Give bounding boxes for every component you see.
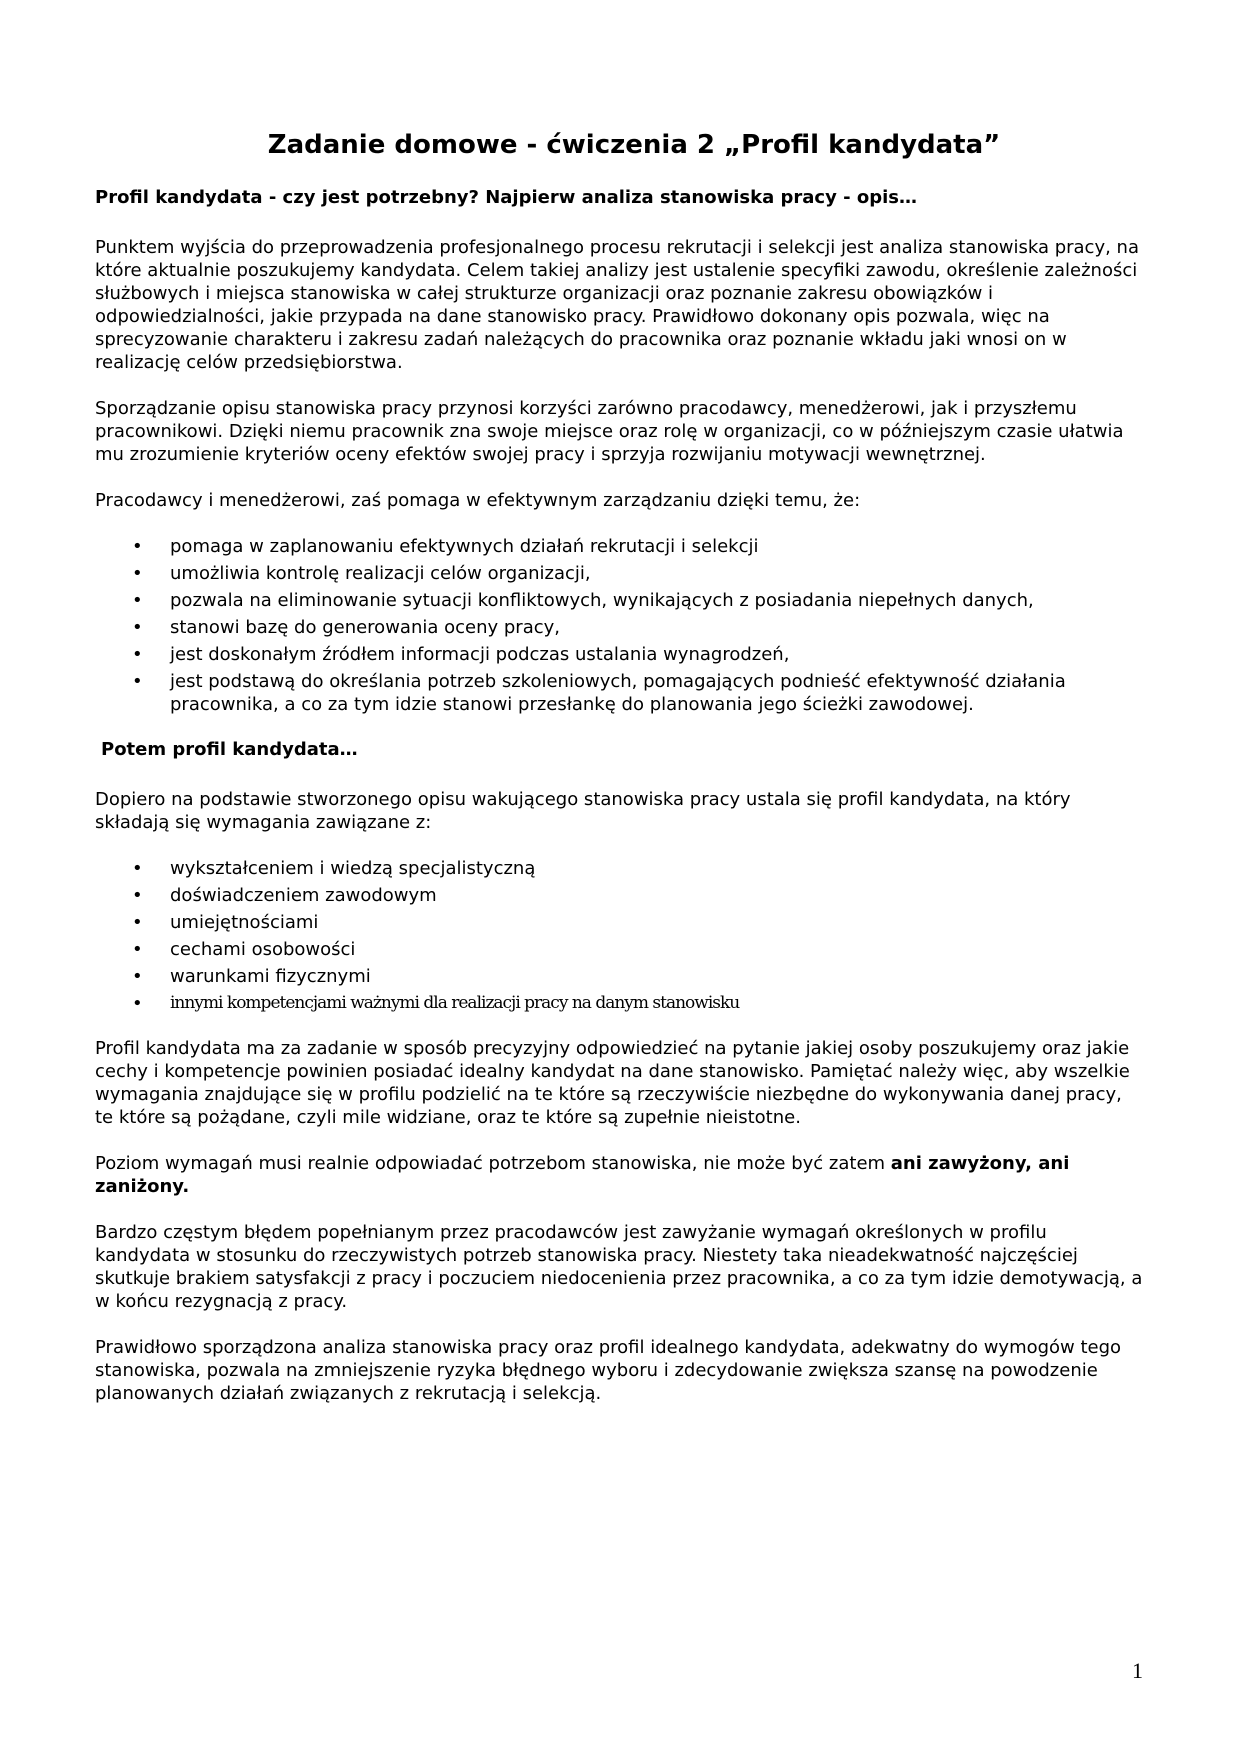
bullet-icon: •: [132, 939, 143, 960]
requirements-list: [95, 857, 1145, 1015]
bullet-icon: •: [132, 590, 143, 611]
list-item: • wykształceniem i wiedzą specjalistyczną: [132, 858, 536, 879]
bullet-icon: •: [132, 644, 143, 665]
list-item: • pomaga w zaplanowaniu efektywnych działań rekrutacji i selekcji: [132, 536, 759, 557]
bullet-icon: •: [132, 536, 143, 557]
document-page: [95, 128, 1145, 1428]
list-item: • pozwala na eliminowanie sytuacji konfliktowych, wynikających z posiadania niepełnych danych,: [132, 590, 1034, 611]
bullet-icon: •: [132, 617, 143, 638]
list-item: • stanowi bazę do generowania oceny pracy,: [132, 617, 560, 638]
paragraph-intro: Punktem wyjścia do przeprowadzenia profesjonalnego procesu rekrutacji i selekcji jest analiza stanowiska pracy, na które aktualnie poszukujemy kandydata. Celem takiej analizy jest ustalenie specyfiki zawodu, określenie zależności służbowych i miejsca stanowiska w całej strukturze organizacji oraz poznanie zakresu obowiązków i odpowiedzialności, jakie przypada na dane stanowisko pracy. Prawidłowo dokonany opis pozwala, więc na sprecyzowanie charakteru i zakresu zadań należących do pracownika oraz poznanie wkładu jaki wnosi on w realizację celów przedsiębiorstwa.: [95, 237, 1139, 373]
bullet-icon: •: [132, 885, 143, 906]
paragraph-profile-basis: Dopiero na podstawie stworzonego opisu wakującego stanowiska pracy ustala się profil kandydata, na który składają się wymagania zawiązane z:: [95, 789, 1071, 833]
paragraph-profile-purpose: Profil kandydata ma za zadanie w sposób precyzyjny odpowiedzieć na pytanie jakiej osoby poszukujemy oraz jakie cechy i kompetencje powinien posiadać idealny kandydat na dane stanowisko. Pamiętać należy więc, aby wszelkie wymagania znajdujące się w profilu podzielić na te które są rzeczywiście niezbędne do wykonywania danej pracy, te które są pożądane, czyli mile widziane, oraz te które są zupełnie nieistotne.: [95, 1038, 1130, 1128]
bullet-icon: •: [132, 966, 143, 987]
bullet-icon: •: [132, 671, 143, 692]
bullet-icon: •: [132, 993, 142, 1014]
bullet-icon: •: [132, 563, 143, 584]
list-item: • innymi kompetencjami ważnymi dla realizacji pracy na danym stanowisku: [132, 993, 740, 1014]
list-item: • cechami osobowości: [132, 939, 356, 960]
requirements-level-emphasis: ani zawyżony, ani zaniżony.: [95, 1153, 1070, 1197]
list-item: • warunkami fizycznymi: [132, 966, 371, 987]
section-heading-candidate-profile: Potem profil kandydata…: [101, 739, 358, 760]
bullet-icon: •: [132, 858, 143, 879]
list-item: • jest podstawą do określania potrzeb szkoleniowych, pomagających podnieść efektywność działania pracownika, a co za tym idzie stanowi przesłankę do planowania jego ścieżki zawodowej.: [132, 671, 1066, 715]
paragraph-conclusion: Prawidłowo sporządzona analiza stanowiska pracy oraz profil idealnego kandydata, adekwatny do wymogów tego stanowiska, pozwala na zmniejszenie ryzyka błędnego wyboru i zdecydowanie zwiększa szansę na powodzenie planowanych działań związanych z rekrutacją i selekcją.: [95, 1337, 1122, 1404]
paragraph-requirements-level: [95, 1152, 1145, 1198]
list-item: • umiejętnościami: [132, 912, 319, 933]
section-heading-job-analysis: Profil kandydata - czy jest potrzebny? Najpierw analiza stanowiska pracy - opis…: [95, 187, 917, 208]
list-item: • doświadczeniem zawodowym: [132, 885, 437, 906]
list-item: • jest doskonałym źródłem informacji podczas ustalania wynagrodzeń,: [132, 644, 790, 665]
list-item: • umożliwia kontrolę realizacji celów organizacji,: [132, 563, 591, 584]
paragraph-employer: Pracodawcy i menedżerowi, zaś pomaga w efektywnym zarządzaniu dzięki temu, że:: [95, 490, 861, 511]
page-number: 1: [1132, 1658, 1143, 1683]
benefits-list: [95, 535, 1145, 716]
bullet-icon: •: [132, 912, 143, 933]
paragraph-common-mistake: Bardzo częstym błędem popełnianym przez pracodawców jest zawyżanie wymagań określonych w profilu kandydata w stosunku do rzeczywistych potrzeb stanowiska pracy. Niestety taka nieadekwatność najczęściej skutkuje brakiem satysfakcji z pracy i poczuciem niedocenienia przez pracownika, a co za tym idzie demotywacją, a w końcu rezygnacją z pracy.: [95, 1222, 1143, 1312]
document-title: Zadanie domowe - ćwiczenia 2 „Profil kandydata”: [267, 130, 1001, 160]
requirements-level-text: Poziom wymagań musi realnie odpowiadać potrzebom stanowiska, nie może być zatem: [95, 1153, 891, 1174]
paragraph-benefits: Sporządzanie opisu stanowiska pracy przynosi korzyści zarówno pracodawcy, menedżerowi, jak i przyszłemu pracownikowi. Dzięki niemu pracownik zna swoje miejsce oraz rolę w organizacji, co w późniejszym czasie ułatwia mu zrozumienie kryteriów oceny efektów swojej pracy i sprzyja rozwijaniu motywacji wewnętrznej.: [95, 398, 1124, 465]
